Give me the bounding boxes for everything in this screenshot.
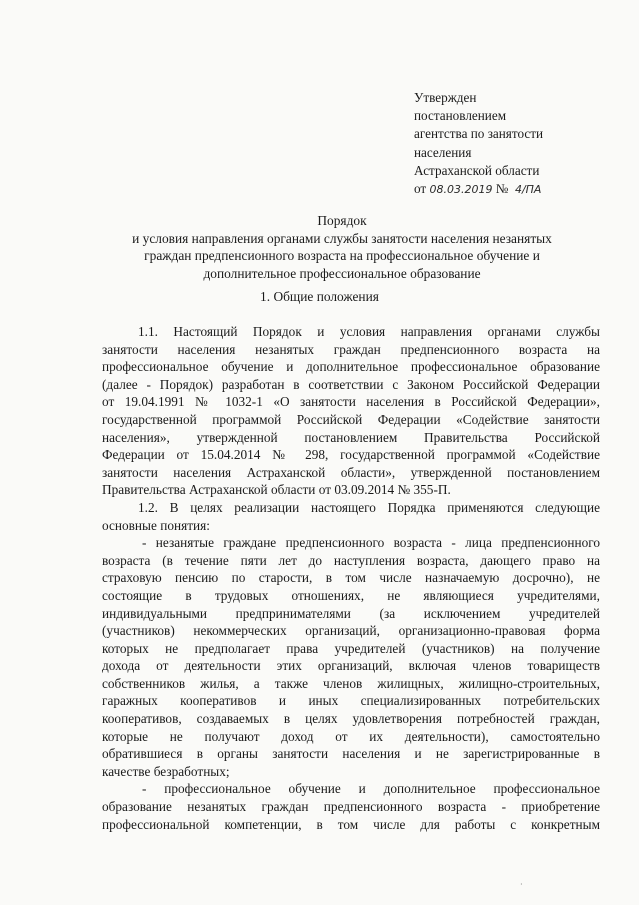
body-line: профессиональной компетенции, в том числе для работы с конкретным [102,816,600,832]
body-line: Правительства Астраханской области от 03.09.2014 № 355-П. [102,482,451,498]
approval-line: Астраханской области [414,162,540,178]
title-line: дополнительное профессиональное образование [203,265,481,281]
body-line: (далее - Порядок) разработан в соответствии с Законом Российской Федерации [102,376,600,392]
approval-line: агентства по занятости [414,126,544,142]
body-line: обратившиеся в органы занятости населения и не зарегистрированные в [102,746,600,762]
approval-date-line [414,180,614,199]
body-line: - профессиональное обучение и дополнительное профессиональное [142,781,600,797]
body-line: населения», утвержденной постановлением Правительства Российской [102,429,600,445]
body-line: которые не получают доход от их деятельности), самостоятельно [102,728,600,744]
body-line: - незанятые граждане предпенсионного возраста - лица предпенсионного [142,535,600,551]
body-line: 1.2. В целях реализации настоящего Порядка применяются следующие [138,499,600,515]
number-prefix: № [495,181,509,197]
body-line: государственной программой Российской Федерации «Содействие занятости [102,411,600,427]
approval-line: населения [414,144,472,160]
body-line: возраста (в течение пяти лет до наступления возраста, дающего право на [102,552,600,568]
body-line: Федерации от 15.04.2014 № 298, государственной программой «Содействие [102,447,600,463]
body-line: образование незанятых граждан предпенсионного возраста - приобретение [102,799,600,815]
body-line: основные понятия: [102,517,210,533]
body-line: профессиональное обучение и дополнительное профессиональное образование [102,359,600,375]
date-prefix: от [414,181,427,197]
body-line: дохода от деятельности этих организаций, включая членов товариществ [102,658,600,674]
approval-line: Утвержден [414,90,477,105]
body-line: гаражных кооперативов и иных специализированных потребительских [102,693,600,709]
handwritten-number: 4/ПА [514,183,542,197]
title-line: Порядок [317,213,367,228]
body-line: (участников) некоммерческих организаций, организационно-правовая форма [102,623,600,639]
body-line: которых не предполагает права учредителей (участников) на получение [102,640,600,656]
body-line: занятости населения незанятых граждан предпенсионного возраста на [102,341,600,357]
handwritten-date: 08.03.2019 [429,183,493,197]
body-line: 1.1. Настоящий Порядок и условия направления органами службы [138,324,600,339]
body-line: страховую пенсию по старости, в том числе назначаемую досрочно), не [102,570,600,586]
title-line: и условия направления органами службы занятости населения незанятых [132,230,552,246]
scan-speck: · [520,880,523,889]
body-line: собственников жилья, а также членов жилищных, жилищно-строительных, [102,675,600,691]
body-line: состоящие в трудовых отношениях, не являющиеся учредителями, [102,587,600,603]
body-line: занятости населения Астраханской области», утвержденной постановлением [102,464,600,480]
approval-stamp [414,89,614,199]
section-heading: 1. Общие положения [260,289,379,304]
body-line: индивидуальными предпринимателями (за исключением учредителей [102,605,600,621]
body-line: качестве безработных; [102,763,230,779]
body-line: от 19.04.1991 № 1032-1 «О занятости населения в Российской Федерации», [102,394,600,410]
title-line: граждан предпенсионного возраста на профессиональное обучение и [144,248,540,264]
document-title [108,212,576,282]
approval-line: постановлением [414,108,507,124]
body-line: кооперативов, создаваемых в целях удовлетворения потребностей граждан, [102,711,600,727]
document-body [102,323,600,833]
